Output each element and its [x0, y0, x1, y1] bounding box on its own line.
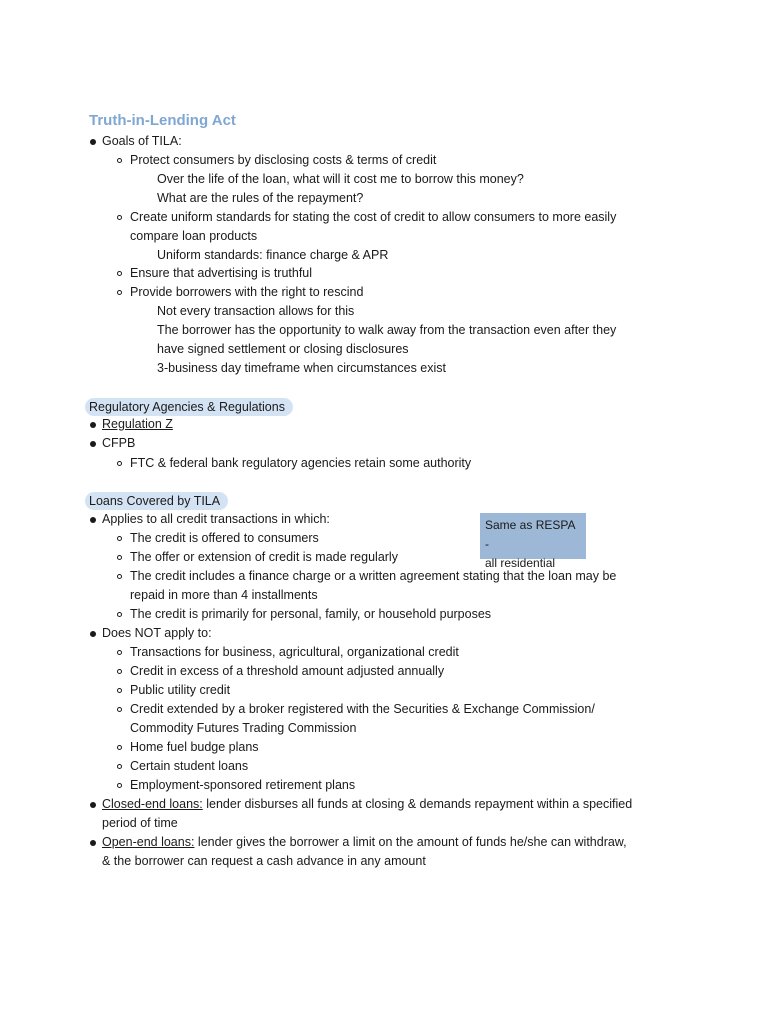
open-end-definition-cont: & the borrower can request a cash advance in any amount — [102, 854, 426, 868]
loans-applies-item: The credit is primarily for personal, family, or household purposes — [130, 607, 492, 621]
loans-applies-item: The credit is offered to consumers — [130, 531, 319, 545]
reg-subitem: FTC & federal bank regulatory agencies retain some authority — [130, 456, 472, 470]
circle-bullet-icon — [117, 764, 122, 769]
page-title: Truth-in-Lending Act — [89, 112, 236, 129]
section-heading-regulatory: Regulatory Agencies & Regulations — [85, 398, 293, 416]
bullet-icon — [90, 139, 96, 145]
goal-subitem: have signed settlement or closing disclosures — [157, 342, 409, 356]
side-note-line: all residential — [485, 556, 556, 570]
circle-bullet-icon — [117, 612, 122, 617]
circle-bullet-icon — [117, 215, 122, 220]
bullet-icon — [90, 802, 96, 808]
goal-item: Protect consumers by disclosing costs & terms of credit — [130, 153, 437, 167]
circle-bullet-icon — [117, 555, 122, 560]
loans-not-item: Transactions for business, agricultural, organizational credit — [130, 645, 459, 659]
circle-bullet-icon — [117, 290, 122, 295]
circle-bullet-icon — [117, 536, 122, 541]
loans-applies-item: The offer or extension of credit is made regularly — [130, 550, 398, 564]
goal-item-cont: compare loan products — [130, 229, 258, 243]
goal-subitem: Not every transaction allows for this — [157, 304, 355, 318]
goal-subitem: Over the life of the loan, what will it cost me to borrow this money? — [157, 172, 524, 186]
loans-not-item: Credit in excess of a threshold amount adjusted annually — [130, 664, 445, 678]
loans-not-apply: Does NOT apply to: — [102, 626, 212, 640]
loans-not-item: Home fuel budge plans — [130, 740, 259, 754]
bullet-icon — [90, 517, 96, 523]
goal-subitem: The borrower has the opportunity to walk away from the transaction even after they — [157, 323, 617, 337]
goal-subitem: 3-business day timeframe when circumstances exist — [157, 361, 447, 375]
circle-bullet-icon — [117, 158, 122, 163]
loans-applies-item-cont: repaid in more than 4 installments — [130, 588, 318, 602]
loans-applies: Applies to all credit transactions in which: — [102, 512, 330, 526]
bullet-icon — [90, 441, 96, 447]
circle-bullet-icon — [117, 783, 122, 788]
section-heading-loans: Loans Covered by TILA — [85, 492, 228, 510]
reg-item: CFPB — [102, 436, 136, 450]
loans-not-item: Public utility credit — [130, 683, 231, 697]
circle-bullet-icon — [117, 574, 122, 579]
closed-end-definition: lender disburses all funds at closing & demands repayment within a specified — [202, 797, 633, 811]
goals-heading: Goals of TILA: — [102, 134, 182, 148]
loans-not-item: Employment-sponsored retirement plans — [130, 778, 356, 792]
bullet-icon — [90, 840, 96, 846]
bullet-icon — [90, 631, 96, 637]
regulation-z-link: Regulation Z — [102, 417, 173, 431]
circle-bullet-icon — [117, 745, 122, 750]
circle-bullet-icon — [117, 669, 122, 674]
bullet-icon — [90, 422, 96, 428]
loans-not-item: Credit extended by a broker registered with the Securities & Exchange Commission/ — [130, 702, 595, 716]
goal-item: Ensure that advertising is truthful — [130, 266, 313, 280]
closed-end-item — [102, 795, 632, 814]
loans-not-item-cont: Commodity Futures Trading Commission — [130, 721, 357, 735]
closed-end-definition-cont: period of time — [102, 816, 178, 830]
side-note — [480, 513, 586, 570]
open-end-item — [102, 833, 627, 852]
goal-subitem: Uniform standards: finance charge & APR — [157, 248, 389, 262]
goal-item: Create uniform standards for stating the cost of credit to allow consumers to more easily — [130, 210, 617, 224]
circle-bullet-icon — [117, 650, 122, 655]
open-end-definition: lender gives the borrower a limit on the amount of funds he/she can withdraw, — [194, 835, 627, 849]
loans-not-item: Certain student loans — [130, 759, 249, 773]
side-note-line: Same as RESPA - — [485, 518, 575, 551]
circle-bullet-icon — [117, 688, 122, 693]
goal-item: Provide borrowers with the right to rescind — [130, 285, 364, 299]
open-end-term: Open-end loans: — [102, 835, 195, 849]
circle-bullet-icon — [117, 461, 122, 466]
circle-bullet-icon — [117, 271, 122, 276]
loans-applies-item: The credit includes a finance charge or a written agreement stating that the loan may be — [130, 569, 617, 583]
closed-end-term: Closed-end loans: — [102, 797, 203, 811]
circle-bullet-icon — [117, 707, 122, 712]
goal-subitem: What are the rules of the repayment? — [157, 191, 364, 205]
